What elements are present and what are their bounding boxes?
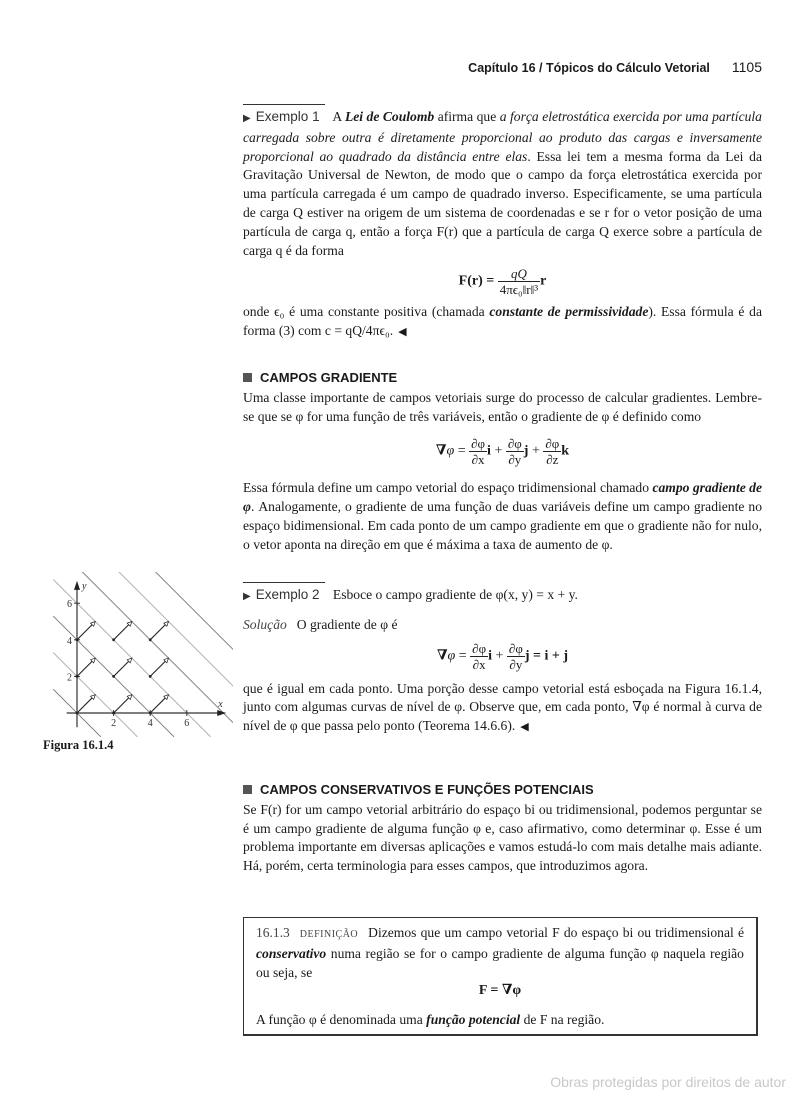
- definition-number: 16.1.3: [256, 925, 290, 940]
- solution-line: Solução O gradiente de φ é: [243, 616, 398, 632]
- vector-base-point: [76, 712, 79, 715]
- x-tick-label: 6: [184, 718, 190, 729]
- section-conservative: [243, 781, 762, 876]
- y-axis-arrow: [74, 581, 80, 590]
- definition-potential: A função φ é denominada uma função potencial de F na região.: [256, 1012, 605, 1028]
- gradient-2d-formula: ∇φ = $\frac{\partial\varphi}{\partial x}$ i + $\frac{\partial\varphi}{\partial y}$ j = i + j: [436, 640, 569, 672]
- vector-base-point: [112, 712, 115, 715]
- vector-base-point: [149, 712, 152, 715]
- gradient-paragraph: Essa fórmula define um campo vetorial do espaço tridimensional chamado campo gradiente de φ. Analogamente, o gradiente de uma função de duas variáveis define um campo gradiente no espaço bidimensional. Em cada ponto de um campo gradiente em que o gradiente não for nulo, o vetor aponta na direção em que é máxima a taxa de aumento de φ.: [243, 480, 763, 552]
- level-curve: [53, 572, 233, 737]
- example-2-prompt: ▶ Exemplo 2 Esboce o campo gradiente de φ(x, y) = x + y.: [243, 587, 578, 602]
- figure-caption: Figura 16.1.4: [43, 738, 114, 752]
- x-tick-label: 2: [111, 718, 117, 729]
- coulomb-formula: F(r) = $\frac{qQ}{\text{4πϵ₀‖r‖³}}$ r: [458, 266, 547, 298]
- solution-label: Solução: [243, 616, 287, 632]
- y-tick-label: 4: [67, 635, 72, 647]
- example-1-conclusion: onde ϵ₀ é uma constante positiva (chamada constante de permissividade). Essa fórmula é da forma (3) com c = qQ/4πϵ₀. ◀: [243, 304, 762, 339]
- definition-box: [243, 917, 758, 1036]
- vector-base-point: [149, 675, 152, 678]
- example-2: [243, 582, 762, 737]
- square-bullet-icon: [243, 373, 252, 382]
- square-bullet-icon: [243, 785, 252, 794]
- example-1-paragraph: ▶ Exemplo 1 A Lei de Coulomb afirma que a força eletrostática exercida por uma partícula carregada sobre outra é diretamente proporcional ao produto das cargas e inversamente proporcional ao quadrado da distância entre elas. Essa lei tem a mesma forma da Lei da Gravitação Universal de Newton, de modo que o campo da força eletrostática exercida por uma partícula carregada é um campo de quadrado inverso. Especificamente, se uma partícula de carga Q estiver na origem de um sistema de coordenadas e se r for o vetor posição de uma partícula de carga q, então a força F(r) que a partícula de carga Q exerce sobre a partícula de carga q é da forma: [243, 109, 762, 258]
- triangle-right-icon: ▶: [243, 113, 251, 124]
- conservative-paragraph: Se F(r) for um campo vetorial arbitrário do espaço bi ou tridimensional, podemos perguntar se é um campo gradiente de alguma função φ e, caso afirmativo, como determinar φ. Esse é um problema importante em diversas aplicações e vamos estudá-lo com mais detalhe mais adiante. Há, porém, certa terminologia para esses campos, que introduzimos agora.: [243, 801, 762, 874]
- definition-formula: F = ∇φ: [478, 983, 522, 999]
- section-heading: CAMPOS CONSERVATIVOS E FUNÇÕES POTENCIAIS: [243, 781, 762, 800]
- definition-label: DEFINIÇÃO: [299, 929, 359, 940]
- vector-base-point: [112, 638, 115, 641]
- copyright-watermark: Obras protegidas por direitos de autor: [550, 1074, 786, 1090]
- running-header: [0, 59, 762, 75]
- end-of-example-icon: ◀: [520, 721, 529, 734]
- x-tick-label: 4: [147, 718, 153, 729]
- vector-base-point: [112, 675, 115, 678]
- triangle-right-icon: ▶: [243, 591, 251, 602]
- example-1: [243, 104, 762, 342]
- section-heading: CAMPOS GRADIENTE: [243, 369, 762, 388]
- end-of-example-icon: ◀: [398, 326, 407, 339]
- gradient-intro: Uma classe importante de campos vetoriais surge do processo de calcular gradientes. Lembre-se que se φ for uma função de três variáveis, então o gradiente de φ é definido como: [243, 389, 762, 424]
- example-2-label: ▶ Exemplo 2: [243, 587, 320, 602]
- vector-base-point: [149, 638, 152, 641]
- page-number: 1105: [731, 59, 762, 75]
- example-rule: [243, 104, 325, 105]
- vector-base-point: [76, 638, 79, 641]
- example-rule: [243, 582, 325, 583]
- y-tick-label: 6: [67, 599, 72, 611]
- term-lei-de-coulomb: Lei de Coulomb: [344, 109, 435, 124]
- example-2-text: que é igual em cada ponto. Uma porção desse campo vetorial está esboçada na Figura 16.1.4, junto com algumas curvas de nível de φ. Observe que, em cada ponto, ∇φ é normal à curva de nível de φ que passa pelo ponto (Teorema 14.6.6). ◀: [243, 680, 762, 734]
- figure-16-1-4: [33, 572, 233, 752]
- x-axis-label: x: [218, 699, 223, 710]
- vector-base-point: [76, 675, 79, 678]
- y-tick-label: 2: [67, 672, 72, 684]
- example-1-label: ▶ Exemplo 1: [243, 109, 320, 124]
- y-axis-label: y: [82, 580, 87, 592]
- gradient-formula: ∇φ = $\frac{\partial\varphi}{\partial x}$ i + $\frac{\partial\varphi}{\partial y}$ j + $\frac{\partial\varphi}{\partial z}$ k: [435, 436, 570, 468]
- chapter-title: Capítulo 16 / Tópicos do Cálculo Vetorial: [468, 61, 710, 75]
- definition-text: 16.1.3 DEFINIÇÃO Dizemos que um campo vetorial F do espaço bi ou tridimensional é conservativo numa região se for o campo gradiente de alguma função φ naquela região ou seja, se: [256, 925, 744, 980]
- section-gradient: [243, 369, 762, 555]
